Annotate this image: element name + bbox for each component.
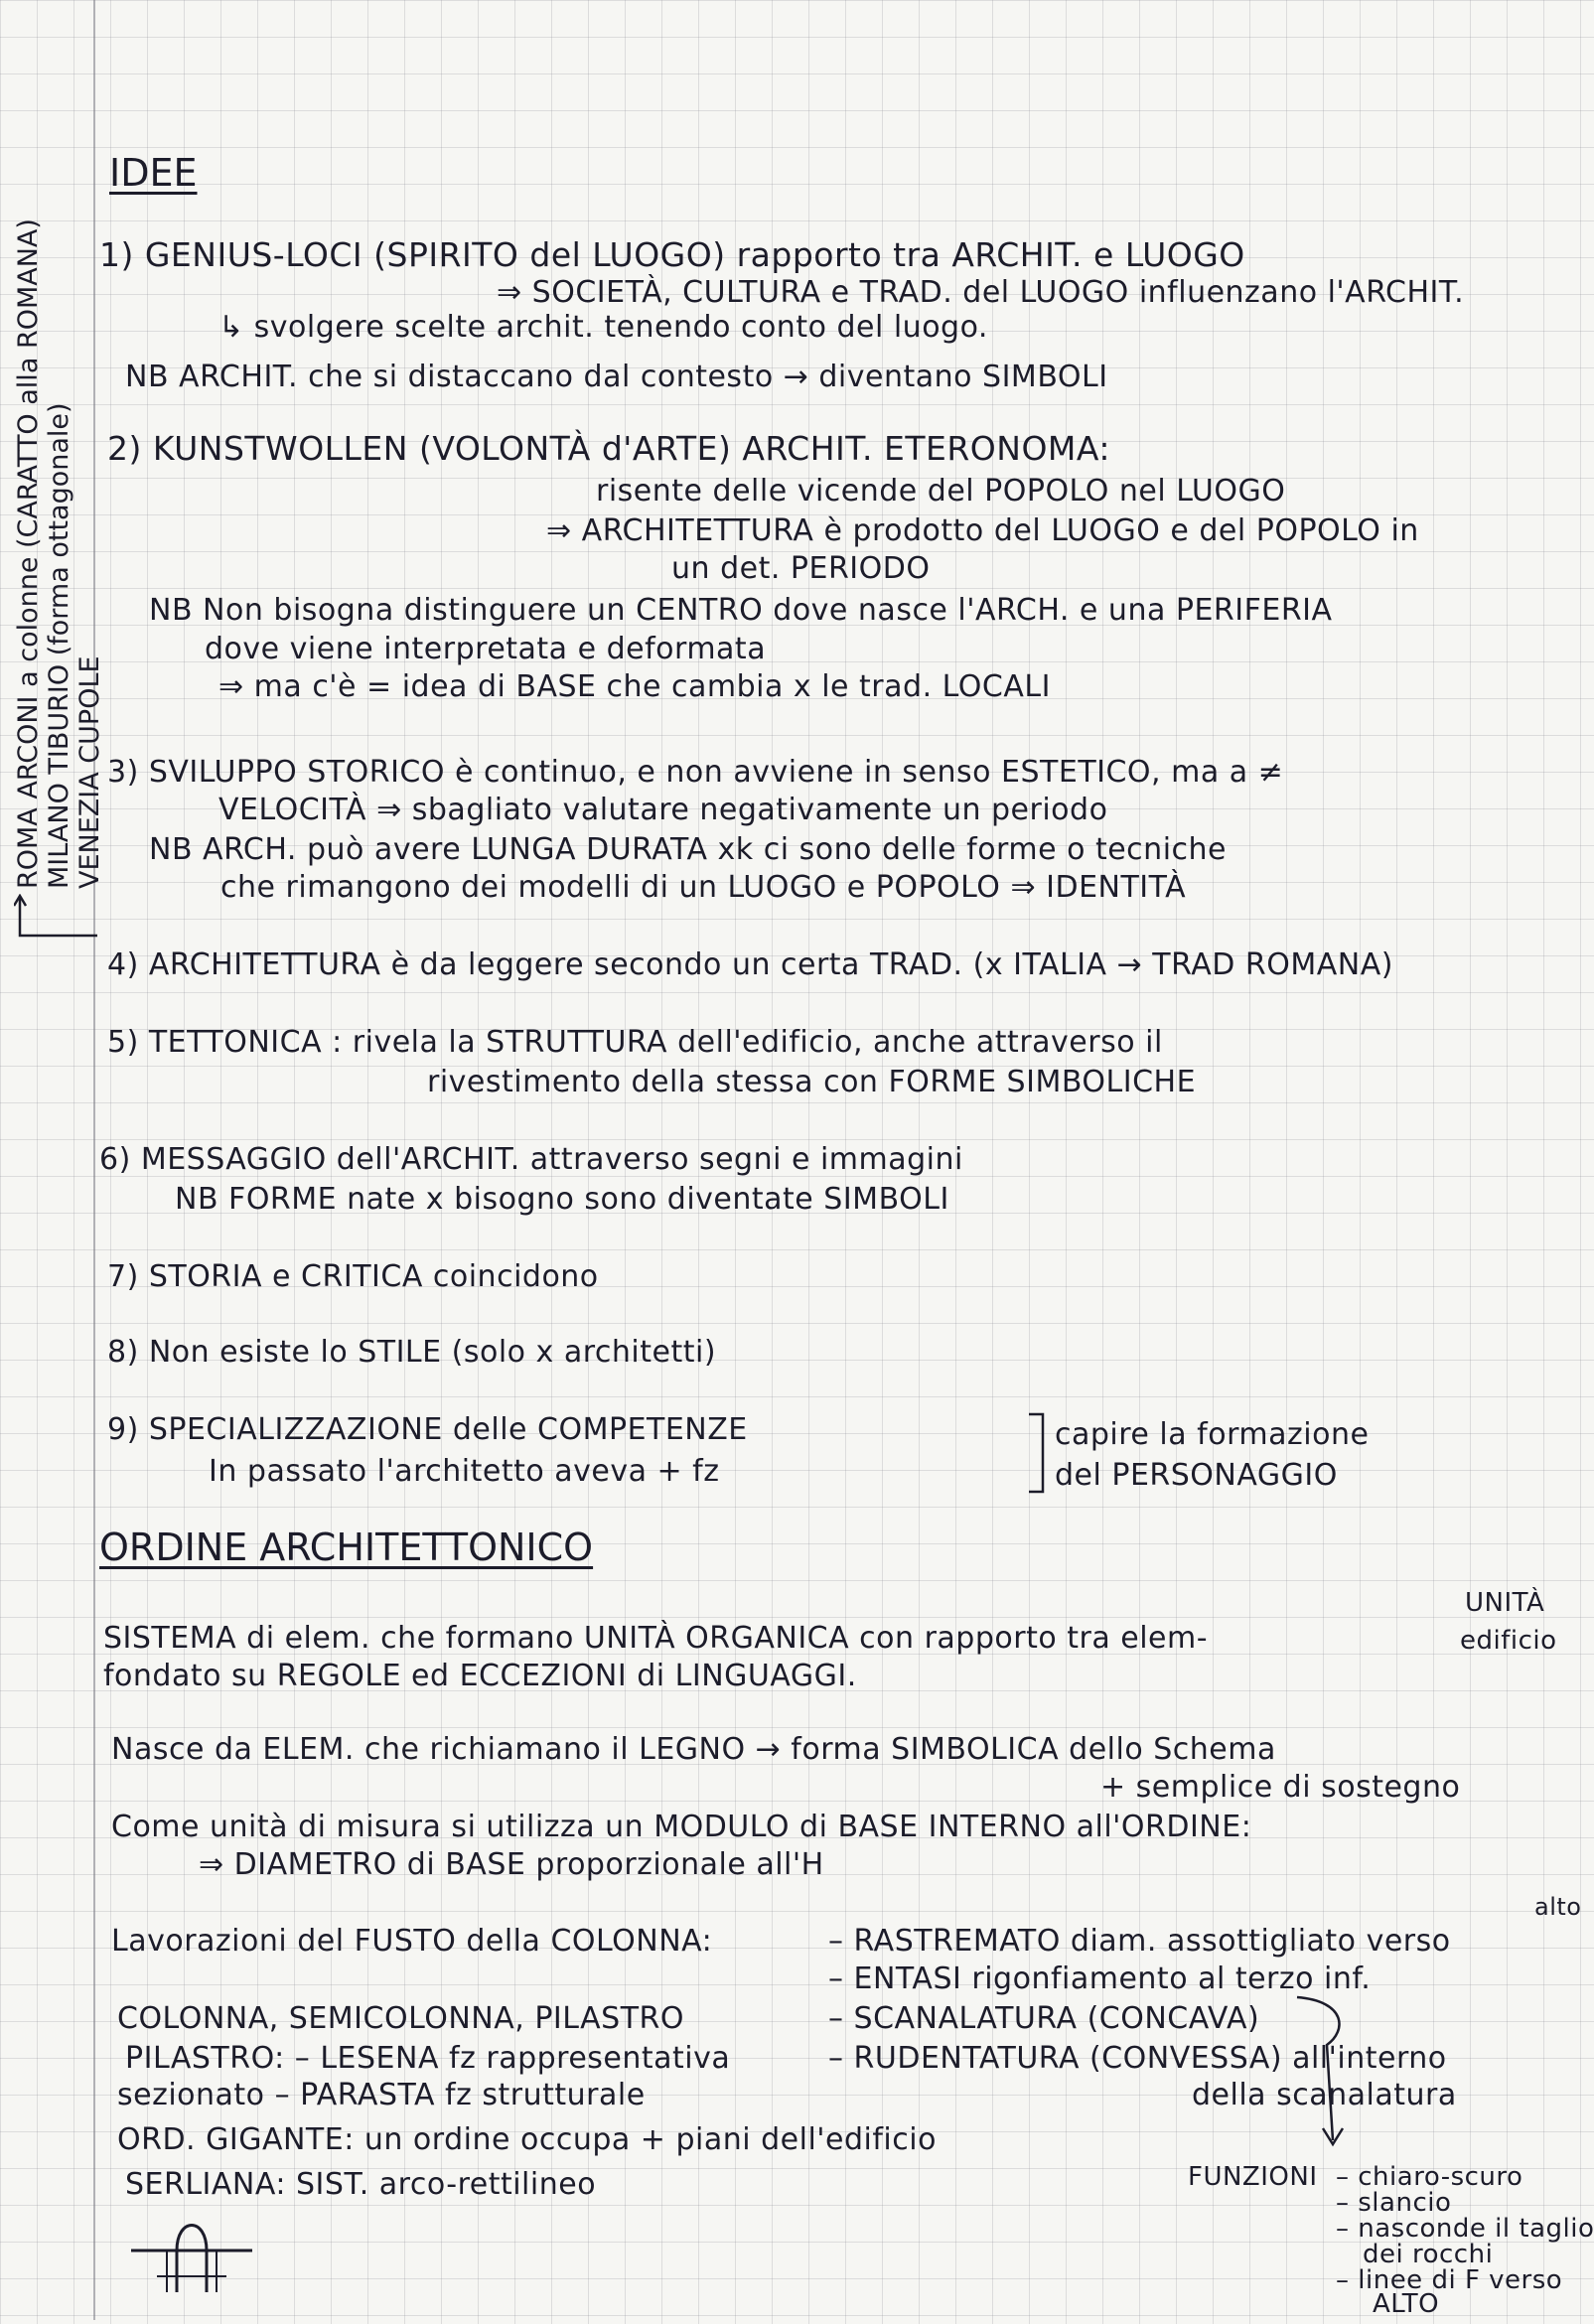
ordine-nasce: Nasce da ELEM. che richiamano il LEGNO → forma SIMBOLICA dello Schema: [111, 1732, 1276, 1767]
fusto-lavorazioni: Lavorazioni del FUSTO della COLONNA:: [111, 1924, 713, 1959]
idea-2-risente: risente delle vicende del POPOLO nel LUOGO: [596, 474, 1286, 508]
ordine-sistema: SISTEMA di elem. che formano UNITÀ ORGANICA con rapporto tra elem-: [103, 1621, 1209, 1656]
ordine-edificio: edificio: [1460, 1626, 1557, 1656]
funzione-taglio: – nasconde il taglio: [1336, 2214, 1594, 2244]
ordine-unita: UNITÀ: [1465, 1588, 1545, 1618]
funzione-alto: ALTO: [1373, 2289, 1440, 2319]
idea-2-periodo: un det. PERIODO: [671, 551, 931, 586]
funzione-rocchi: dei rocchi: [1363, 2240, 1494, 2269]
fusto-scanalatura-2: della scanalatura: [1192, 2078, 1457, 2112]
idea-3-nb: NB ARCH. può avere LUNGA DURATA xk ci sono delle forme o tecniche: [149, 832, 1227, 867]
idea-2-idea-base: ⇒ ma c'è = idea di BASE che cambia x le trad. LOCALI: [218, 669, 1051, 704]
idea-2-deformata: dove viene interpretata e deformata: [205, 632, 767, 666]
margin-line: [93, 0, 95, 2320]
side-note-milano: MILANO TIBURIO (forma ottagonale): [44, 402, 74, 889]
idea-9-bracket: [1025, 1410, 1049, 1496]
fusto-rudentatura: – RUDENTATURA (CONVESSA) all'interno: [828, 2041, 1447, 2076]
fusto-entasi: – ENTASI rigonfiamento al terzo inf.: [828, 1961, 1372, 1996]
side-note-arrow: [14, 894, 103, 953]
idea-1-scelte: ↳ svolgere scelte archit. tenendo conto del luogo.: [218, 310, 988, 345]
colonna-tipi: COLONNA, SEMICOLONNA, PILASTRO: [117, 2001, 685, 2036]
idea-2-prodotto: ⇒ ARCHITETTURA è prodotto del LUOGO e del POPOLO in: [546, 513, 1419, 548]
idea-9-capire: capire la formazione: [1055, 1417, 1370, 1452]
serliana-sketch: [127, 2207, 256, 2296]
fusto-scanalatura: – SCANALATURA (CONCAVA): [828, 2001, 1260, 2036]
idea-6-nb: NB FORME nate x bisogno sono diventate SIMBOLI: [175, 1182, 949, 1217]
side-note-venezia: VENEZIA CUPOLE: [74, 655, 105, 889]
ordine-sostegno: + semplice di sostegno: [1100, 1770, 1461, 1805]
idea-4-architettura: 4) ARCHITETTURA è da leggere secondo un certa TRAD. (x ITALIA → TRAD ROMANA): [107, 947, 1393, 982]
ordine-diametro: ⇒ DIAMETRO di BASE proporzionale all'H: [199, 1847, 824, 1882]
idea-3-sviluppo: 3) SVILUPPO STORICO è continuo, e non avviene in senso ESTETICO, ma a ≠: [107, 755, 1284, 790]
idea-5-rivestimento: rivestimento della stessa con FORME SIMBOLICHE: [427, 1065, 1197, 1099]
funzione-chiaroscuro: – chiaro-scuro: [1336, 2162, 1523, 2192]
funzione-slancio: – slancio: [1336, 2188, 1452, 2218]
idea-9-personaggio: del PERSONAGGIO: [1055, 1458, 1338, 1493]
idea-2-kunstwollen: 2) KUNSTWOLLEN (VOLONTÀ d'ARTE) ARCHIT. ETERONOMA:: [107, 429, 1111, 468]
fusto-rastremato: – RASTREMATO diam. assottigliato verso: [828, 1924, 1451, 1959]
funzioni-label: FUNZIONI: [1188, 2162, 1318, 2192]
idea-5-tettonica: 5) TETTONICA : rivela la STRUTTURA dell'edificio, anche attraverso il: [107, 1025, 1163, 1060]
ordine-gigante: ORD. GIGANTE: un ordine occupa + piani dell'edificio: [117, 2122, 937, 2157]
serliana: SERLIANA: SIST. arco-rettilineo: [125, 2167, 597, 2202]
idea-9-specializzazione: 9) SPECIALIZZAZIONE delle COMPETENZE: [107, 1412, 748, 1447]
pilastro-lesena: PILASTRO: – LESENA fz rappresentativa: [125, 2041, 731, 2076]
ordine-fondato: fondato su REGOLE ed ECCEZIONI di LINGUAGGI.: [103, 1659, 857, 1693]
idea-7-storia: 7) STORIA e CRITICA coincidono: [107, 1259, 599, 1294]
section-title-idee: IDEE: [109, 151, 198, 195]
funzioni-arrow: [1287, 1991, 1377, 2150]
idea-6-messaggio: 6) MESSAGGIO dell'ARCHIT. attraverso segni e immagini: [99, 1142, 963, 1177]
pilastro-parasta: sezionato – PARASTA fz strutturale: [117, 2078, 646, 2112]
ordine-modulo: Come unità di misura si utilizza un MODULO di BASE INTERNO all'ORDINE:: [111, 1810, 1252, 1844]
idea-3-velocita: VELOCITÀ ⇒ sbagliato valutare negativamente un periodo: [218, 793, 1108, 827]
idea-3-identita: che rimangono dei modelli di un LUOGO e POPOLO ⇒ IDENTITÀ: [220, 870, 1187, 905]
idea-1-genius-loci: 1) GENIUS-LOCI (SPIRITO del LUOGO) rapporto tra ARCHIT. e LUOGO: [99, 235, 1245, 274]
section-title-ordine: ORDINE ARCHITETTONICO: [99, 1525, 594, 1569]
idea-2-nb: NB Non bisogna distinguere un CENTRO dove nasce l'ARCH. e una PERIFERIA: [149, 593, 1333, 628]
idea-1-societa: ⇒ SOCIETÀ, CULTURA e TRAD. del LUOGO influenzano l'ARCHIT.: [497, 275, 1465, 310]
side-note-roma: ROMA ARCONI a colonne (CARATTO alla ROMANA): [13, 218, 44, 889]
idea-8-stile: 8) Non esiste lo STILE (solo x architetti): [107, 1335, 717, 1370]
funzione-linee: – linee di F verso: [1336, 2265, 1563, 2295]
idea-9-passato: In passato l'architetto aveva + fz: [209, 1454, 720, 1489]
idea-1-nb: NB ARCHIT. che si distaccano dal contesto → diventano SIMBOLI: [125, 360, 1108, 394]
fusto-alto: alto: [1534, 1893, 1582, 1921]
